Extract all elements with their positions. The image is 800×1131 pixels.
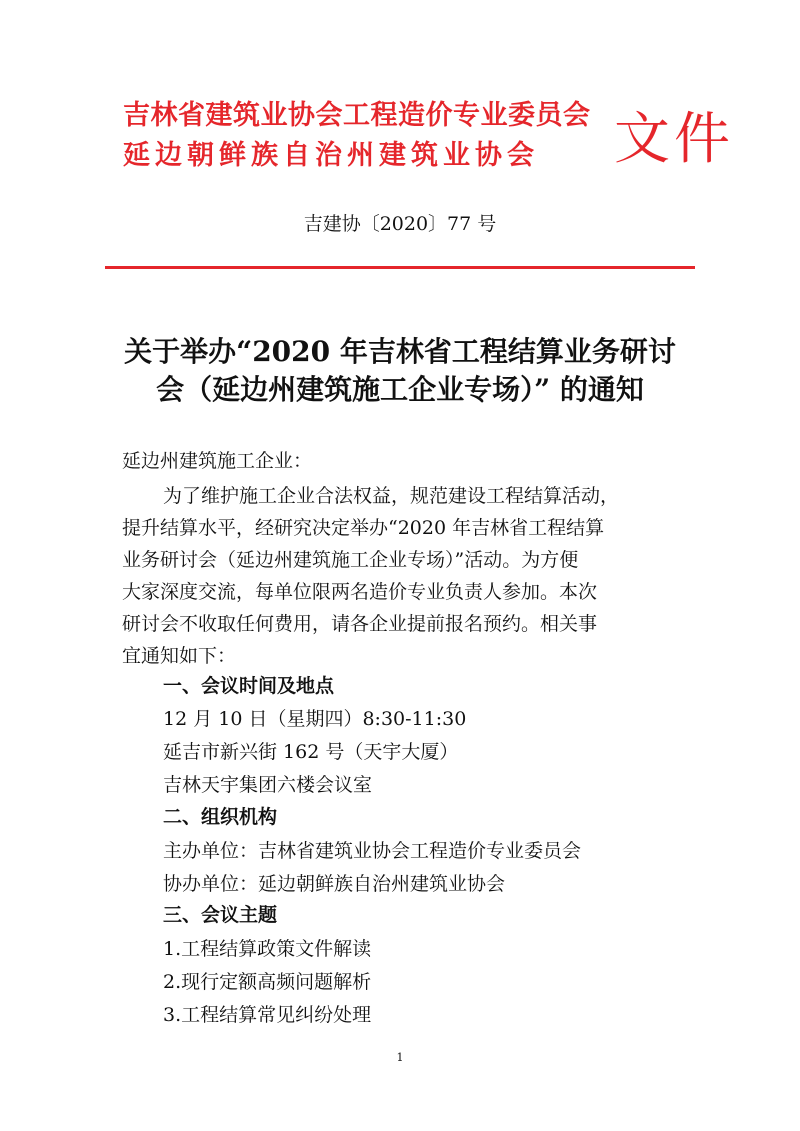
- section-heading-topics: 三、会议主题: [163, 904, 278, 926]
- document-type-label: 文件: [614, 107, 734, 172]
- intro-line: 研讨会不收取任何费用，请各企业提前报名预约。相关事: [122, 613, 598, 635]
- salutation: 延边州建筑施工企业：: [122, 450, 313, 472]
- red-divider-line: [105, 266, 695, 269]
- section-heading-organization: 二、组织机构: [163, 806, 278, 828]
- section-heading-time-location: 一、会议时间及地点: [163, 675, 335, 697]
- intro-line: 为了维护施工企业合法权益，规范建设工程结算活动，: [163, 485, 620, 507]
- meeting-address: 延吉市新兴街 162 号（天宇大厦）: [163, 741, 459, 763]
- intro-line: 业务研讨会（延边州建筑施工企业专场）”活动。为方便: [122, 549, 579, 571]
- topic-item: 2.现行定额高频问题解析: [163, 971, 372, 993]
- co-organizer: 协办单位：延边朝鲜族自治州建筑业协会: [163, 873, 506, 895]
- intro-line: 提升结算水平，经研究决定举办“2020 年吉林省工程结算: [122, 517, 605, 539]
- intro-line: 宜通知如下：: [122, 645, 237, 667]
- notice-title-line-1: 关于举办“2020 年吉林省工程结算业务研讨: [124, 335, 676, 368]
- meeting-date-time: 12 月 10 日（星期四）8:30-11:30: [163, 708, 467, 730]
- topic-item: 3.工程结算常见纠纷处理: [163, 1004, 372, 1026]
- host-organization: 主办单位：吉林省建筑业协会工程造价专业委员会: [163, 840, 582, 862]
- meeting-room: 吉林天宇集团六楼会议室: [163, 774, 373, 796]
- issuer-line-1: 吉林省建筑业协会工程造价专业委员会: [123, 100, 591, 131]
- document-number: 吉建协〔2020〕77 号: [303, 213, 497, 235]
- page-number: 1: [396, 1051, 404, 1064]
- issuer-line-2: 延边朝鲜族自治州建筑业协会: [123, 140, 539, 171]
- topic-item: 1.工程结算政策文件解读: [163, 938, 372, 960]
- intro-line: 大家深度交流，每单位限两名造价专业负责人参加。本次: [122, 581, 598, 603]
- notice-title-line-2: 会（延边州建筑施工企业专场）” 的通知: [156, 373, 644, 406]
